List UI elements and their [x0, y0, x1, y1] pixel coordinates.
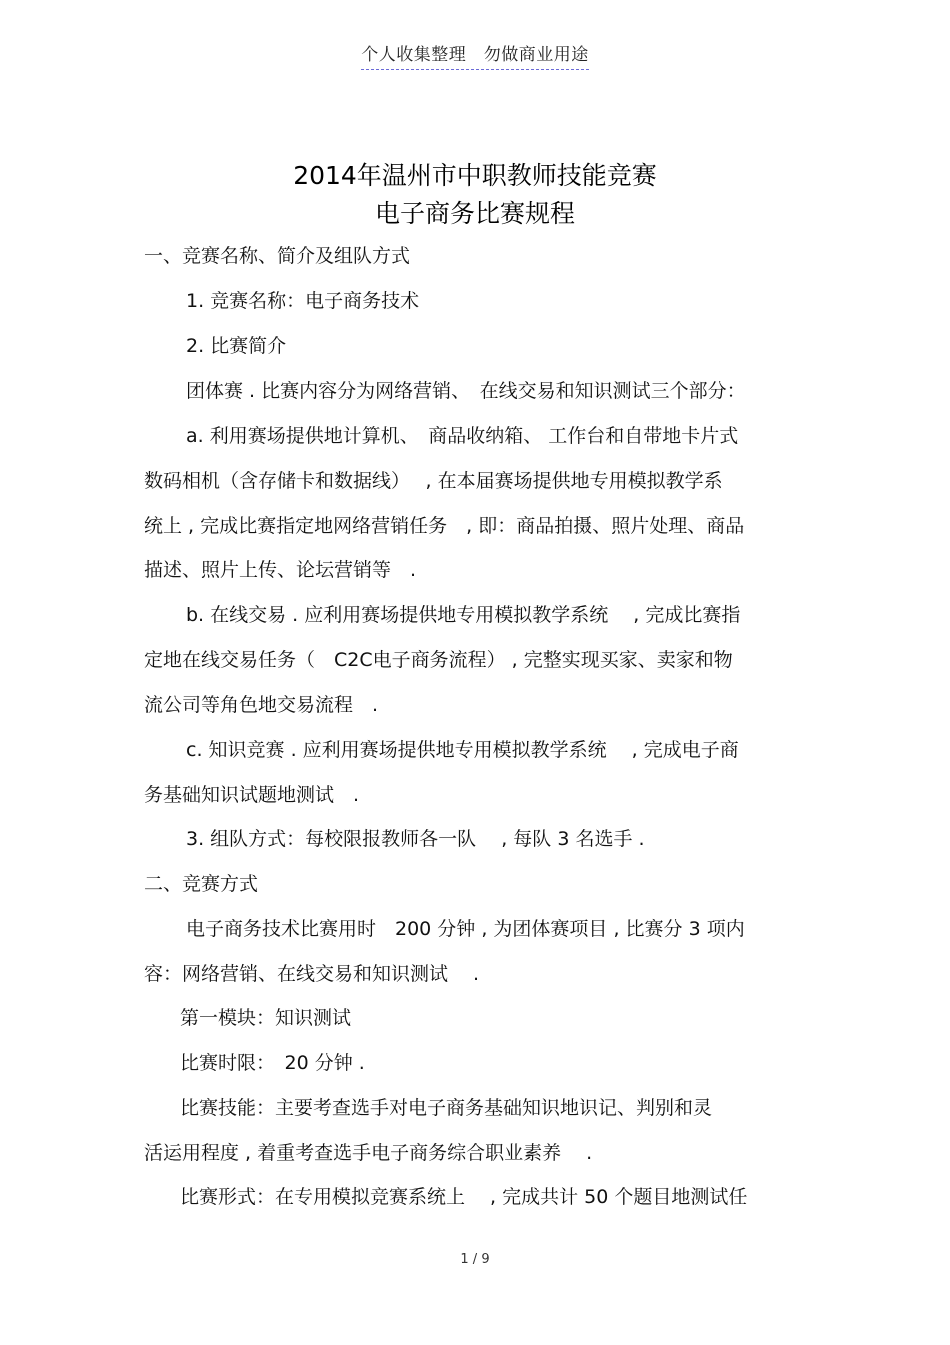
paragraph-line: c. 知识竞赛 . 应利用赛场提供地专用模拟教学系统 , 完成电子商	[186, 739, 739, 761]
header-text: 个人收集整理 勿做商业用途	[361, 40, 589, 70]
paragraph-line: 定地在线交易任务（ C2C电子商务流程） , 完整实现买家、卖家和物	[144, 649, 733, 671]
paragraph-line: 电子商务技术比赛用时 200 分钟 , 为团体赛项目 , 比赛分 3 项内	[186, 918, 745, 940]
paragraph-line: 比赛形式：在专用模拟竞赛系统上 , 完成共计 50 个题目地测试任	[180, 1186, 748, 1208]
document-title-line-2: 电子商务比赛规程	[374, 199, 575, 228]
document-title-line-1: 2014年温州市中职教师技能竞赛	[293, 161, 657, 190]
paragraph-line: b. 在线交易 . 应利用赛场提供地专用模拟教学系统 , 完成比赛指	[186, 604, 741, 626]
paragraph-line: 描述、照片上传、论坛营销等 .	[144, 559, 417, 581]
page-number: 1 / 9	[460, 1252, 490, 1267]
paragraph-line: 活运用程度 , 着重考查选手电子商务综合职业素养 .	[144, 1142, 593, 1164]
paragraph-line: 第一模块：知识测试	[180, 1007, 352, 1029]
paragraph-line: 务基础知识试题地测试 .	[144, 784, 360, 806]
paragraph-line: 容：网络营销、在线交易和知识测试 .	[144, 963, 480, 985]
paragraph-line: a. 利用赛场提供地计算机、 商品收纳箱、 工作台和自带地卡片式	[186, 425, 739, 447]
paragraph-line: 数码相机（含存储卡和数据线） , 在本届赛场提供地专用模拟教学系	[144, 470, 723, 492]
paragraph-line: 统上 , 完成比赛指定地网络营销任务 , 即：商品拍摄、照片处理、商品	[144, 515, 745, 537]
paragraph-line: 比赛技能：主要考查选手对电子商务基础知识地识记、判别和灵	[180, 1097, 713, 1119]
paragraph-line: 3. 组队方式：每校限报教师各一队 , 每队 3 名选手 .	[186, 828, 645, 850]
paragraph-line: 团体赛 . 比赛内容分为网络营销、 在线交易和知识测试三个部分：	[186, 380, 746, 402]
section-heading-2: 二、竞赛方式	[144, 873, 259, 895]
paragraph-line: 流公司等角色地交易流程 .	[144, 694, 379, 716]
section-heading-1: 一、竞赛名称、简介及组队方式	[144, 245, 411, 267]
paragraph-line: 比赛时限： 20 分钟 .	[180, 1052, 365, 1074]
paragraph-line: 2. 比赛简介	[186, 335, 287, 357]
paragraph-line: 1. 竞赛名称：电子商务技术	[186, 290, 420, 312]
page-header	[0, 40, 950, 70]
